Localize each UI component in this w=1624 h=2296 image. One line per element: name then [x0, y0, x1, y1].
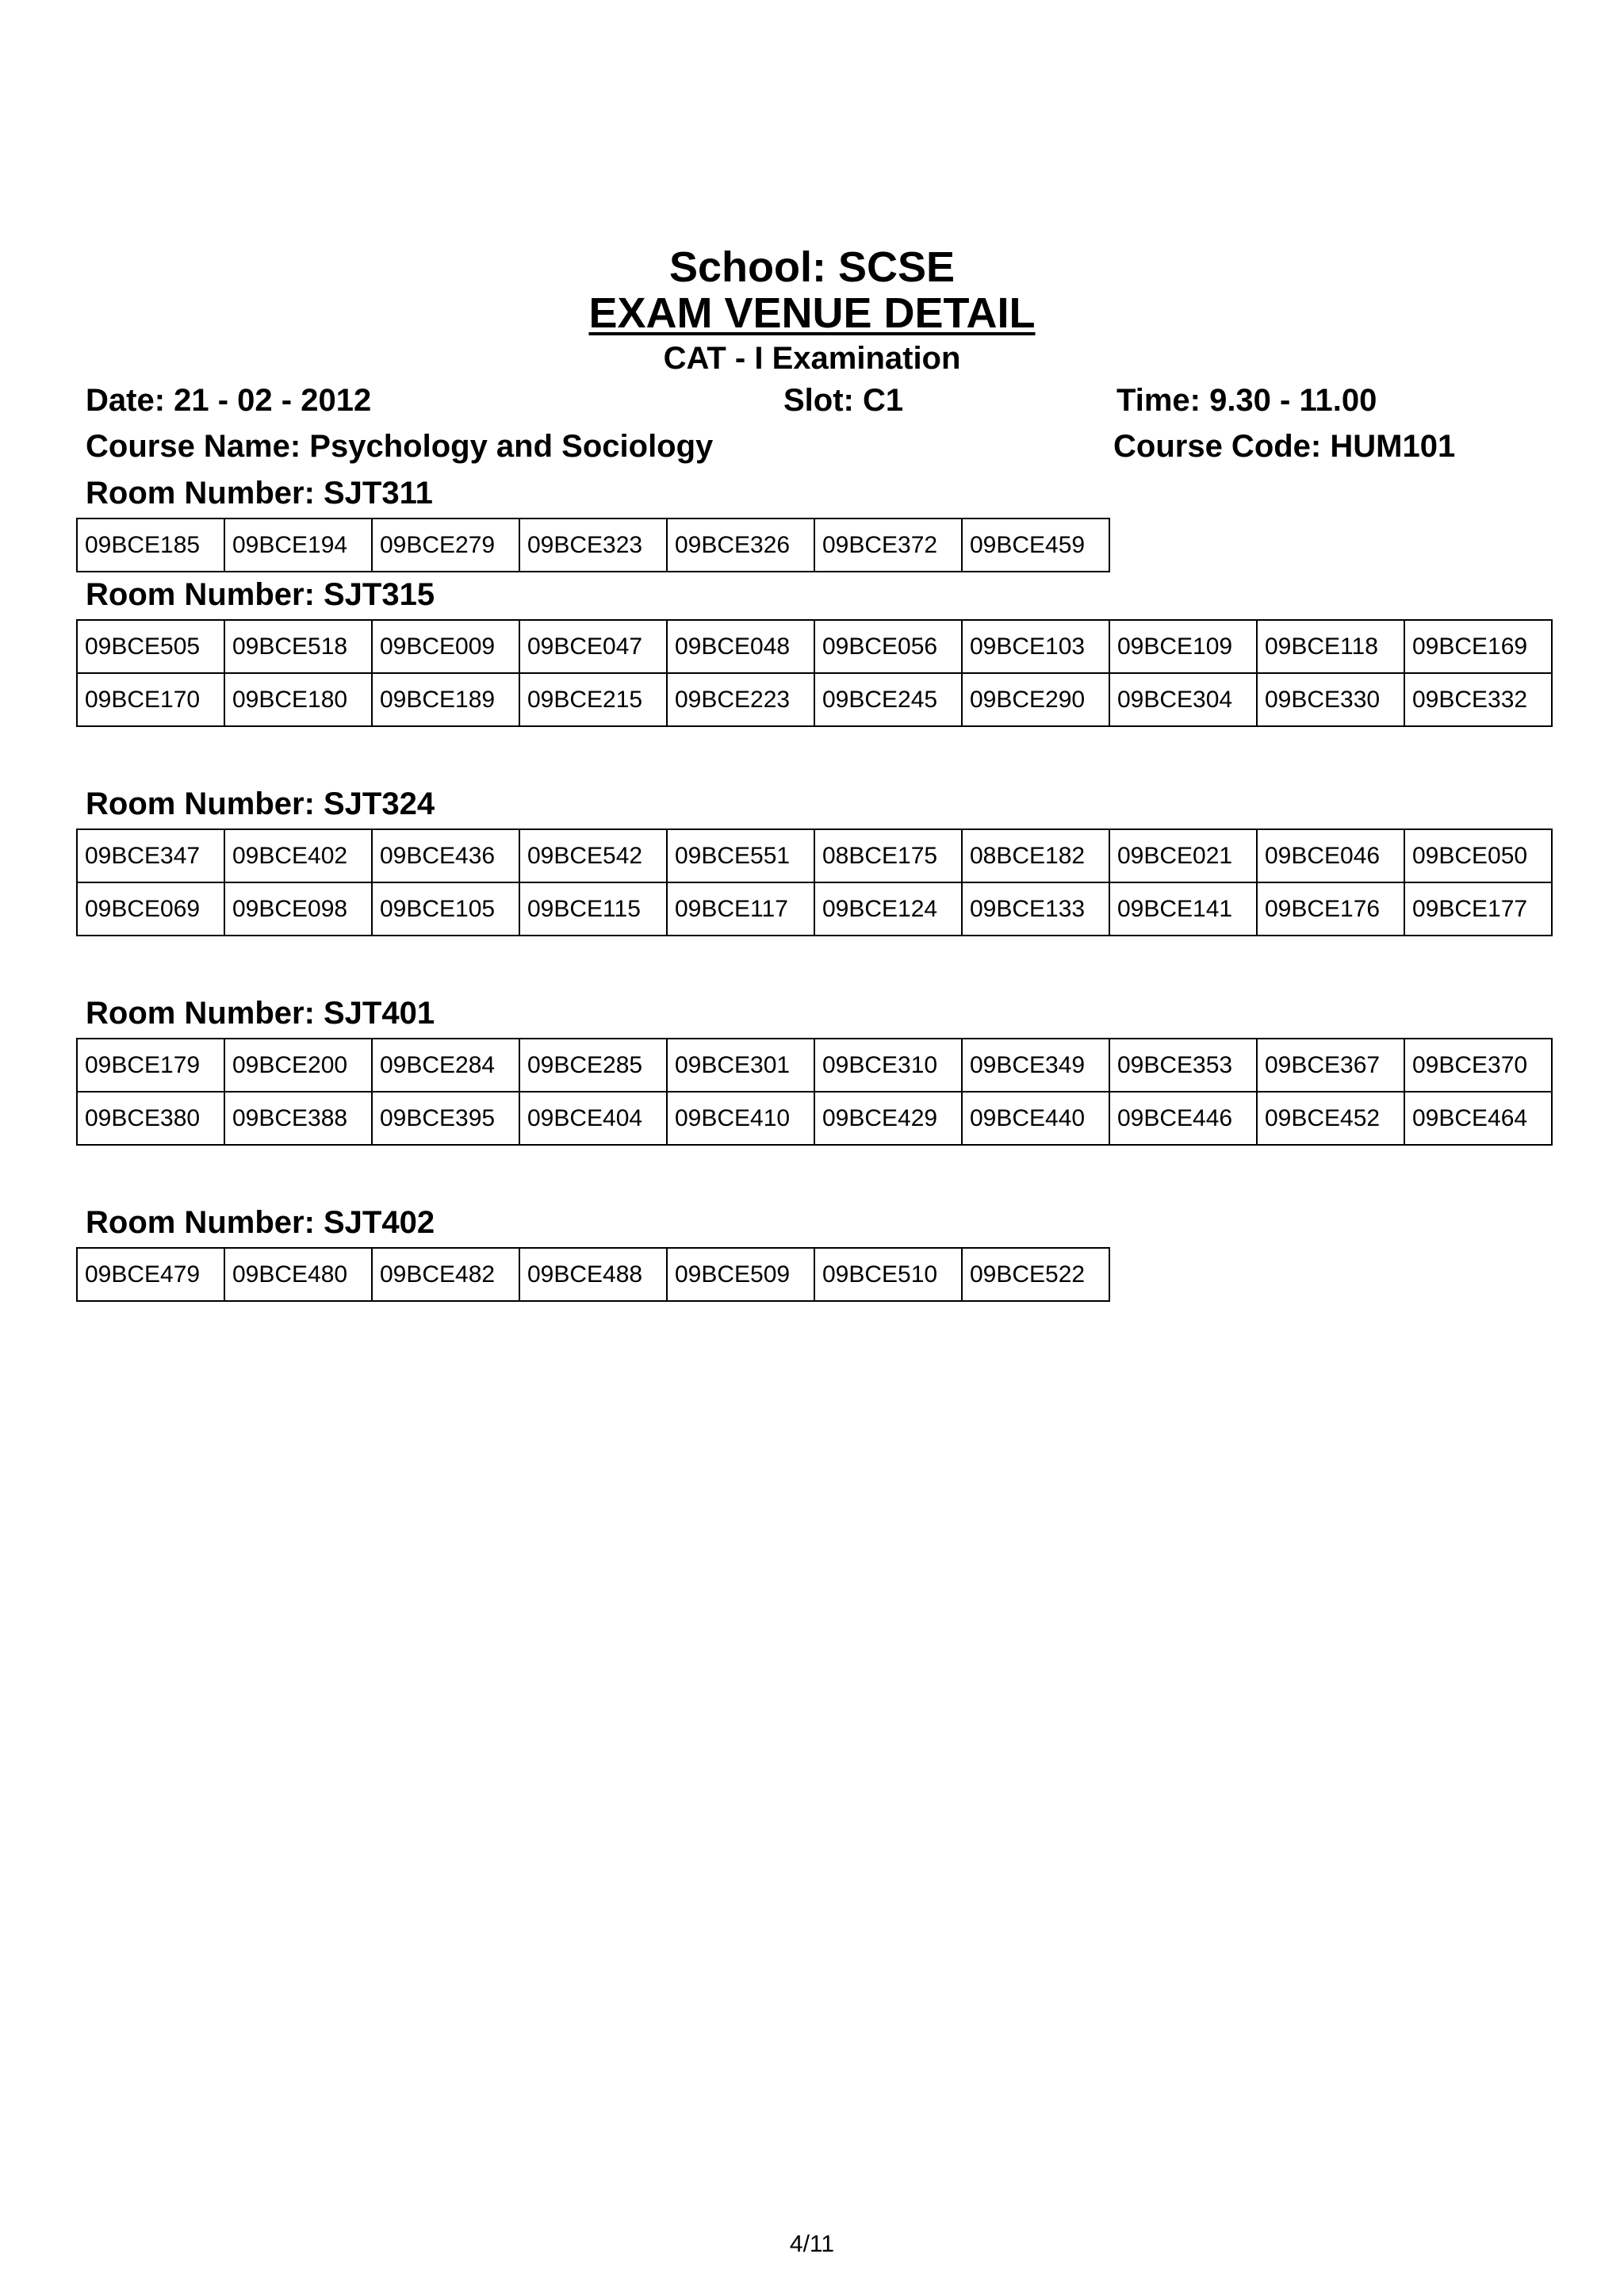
roll-number-cell: 09BCE402	[224, 829, 372, 882]
roll-number-cell: 09BCE200	[224, 1039, 372, 1092]
roll-number-cell: 09BCE370	[1404, 1039, 1552, 1092]
roll-number-cell: 09BCE170	[77, 673, 224, 726]
roll-number-cell: 09BCE109	[1109, 620, 1257, 673]
roll-number-cell: 09BCE279	[372, 519, 519, 572]
roll-number-cell: 09BCE179	[77, 1039, 224, 1092]
table-row	[77, 1092, 1552, 1145]
roll-number-cell: 09BCE056	[814, 620, 962, 673]
roll-number-cell: 09BCE452	[1257, 1092, 1404, 1145]
roll-number-table	[76, 828, 1553, 936]
roll-number-cell: 09BCE542	[519, 829, 667, 882]
roll-number-cell: 09BCE021	[1109, 829, 1257, 882]
course-name: Course Name: Psychology and Sociology	[86, 429, 714, 464]
table-row	[77, 673, 1552, 726]
roll-number-cell: 09BCE285	[519, 1039, 667, 1092]
roll-number-cell: 09BCE479	[77, 1248, 224, 1301]
roll-number-cell: 09BCE115	[519, 882, 667, 936]
roll-number-cell: 09BCE332	[1404, 673, 1552, 726]
table-row	[77, 519, 1109, 572]
roll-number-cell: 08BCE182	[962, 829, 1109, 882]
table-row	[77, 882, 1552, 936]
roll-number-cell: 09BCE436	[372, 829, 519, 882]
exam-name: CAT - I Examination	[663, 341, 961, 376]
roll-number-cell: 09BCE459	[962, 519, 1109, 572]
room-number-label: Room Number: SJT315	[86, 577, 435, 612]
roll-number-cell: 09BCE446	[1109, 1092, 1257, 1145]
page-number: 4/11	[789, 2231, 835, 2257]
roll-number-cell: 09BCE133	[962, 882, 1109, 936]
table-row	[77, 1039, 1552, 1092]
roll-number-cell: 09BCE103	[962, 620, 1109, 673]
exam-time: Time: 9.30 - 11.00	[1116, 383, 1377, 418]
roll-number-cell: 09BCE124	[814, 882, 962, 936]
exam-slot: Slot: C1	[783, 383, 904, 418]
roll-number-cell: 09BCE410	[667, 1092, 814, 1145]
table-row	[77, 829, 1552, 882]
room-number-label: Room Number: SJT402	[86, 1205, 435, 1240]
roll-number-cell: 09BCE522	[962, 1248, 1109, 1301]
school-heading: School: SCSE	[668, 243, 956, 291]
roll-number-cell: 09BCE551	[667, 829, 814, 882]
roll-number-cell: 09BCE518	[224, 620, 372, 673]
roll-number-cell: 09BCE047	[519, 620, 667, 673]
roll-number-cell: 09BCE117	[667, 882, 814, 936]
roll-number-cell: 09BCE189	[372, 673, 519, 726]
course-code: Course Code: HUM101	[1113, 429, 1456, 464]
roll-number-cell: 09BCE009	[372, 620, 519, 673]
roll-number-cell: 09BCE464	[1404, 1092, 1552, 1145]
roll-number-cell: 09BCE046	[1257, 829, 1404, 882]
roll-number-cell: 09BCE326	[667, 519, 814, 572]
roll-number-cell: 08BCE175	[814, 829, 962, 882]
roll-number-cell: 09BCE304	[1109, 673, 1257, 726]
room-number-label: Room Number: SJT324	[86, 786, 435, 821]
roll-number-cell: 09BCE480	[224, 1248, 372, 1301]
roll-number-cell: 09BCE141	[1109, 882, 1257, 936]
roll-number-table	[76, 518, 1110, 572]
roll-number-cell: 09BCE290	[962, 673, 1109, 726]
roll-number-cell: 09BCE395	[372, 1092, 519, 1145]
roll-number-cell: 09BCE245	[814, 673, 962, 726]
roll-number-cell: 09BCE301	[667, 1039, 814, 1092]
roll-number-cell: 09BCE048	[667, 620, 814, 673]
roll-number-cell: 09BCE429	[814, 1092, 962, 1145]
roll-number-cell: 09BCE353	[1109, 1039, 1257, 1092]
roll-number-cell: 09BCE347	[77, 829, 224, 882]
roll-number-cell: 09BCE482	[372, 1248, 519, 1301]
table-row	[77, 620, 1552, 673]
roll-number-cell: 09BCE349	[962, 1039, 1109, 1092]
roll-number-cell: 09BCE118	[1257, 620, 1404, 673]
roll-number-table	[76, 1038, 1553, 1146]
roll-number-cell: 09BCE194	[224, 519, 372, 572]
roll-number-cell: 09BCE105	[372, 882, 519, 936]
exam-date: Date: 21 - 02 - 2012	[86, 383, 372, 418]
roll-number-cell: 09BCE310	[814, 1039, 962, 1092]
roll-number-table	[76, 1247, 1110, 1302]
roll-number-cell: 09BCE284	[372, 1039, 519, 1092]
roll-number-cell: 09BCE367	[1257, 1039, 1404, 1092]
roll-number-cell: 09BCE177	[1404, 882, 1552, 936]
roll-number-cell: 09BCE069	[77, 882, 224, 936]
table-row	[77, 1248, 1109, 1301]
roll-number-cell: 09BCE505	[77, 620, 224, 673]
roll-number-cell: 09BCE440	[962, 1092, 1109, 1145]
roll-number-cell: 09BCE323	[519, 519, 667, 572]
roll-number-cell: 09BCE050	[1404, 829, 1552, 882]
room-number-label: Room Number: SJT311	[86, 476, 433, 511]
roll-number-cell: 09BCE185	[77, 519, 224, 572]
roll-number-cell: 09BCE330	[1257, 673, 1404, 726]
room-number-label: Room Number: SJT401	[86, 996, 435, 1031]
page-title: EXAM VENUE DETAIL	[588, 289, 1036, 337]
roll-number-cell: 09BCE223	[667, 673, 814, 726]
roll-number-cell: 09BCE404	[519, 1092, 667, 1145]
roll-number-cell: 09BCE176	[1257, 882, 1404, 936]
roll-number-cell: 09BCE215	[519, 673, 667, 726]
roll-number-cell: 09BCE388	[224, 1092, 372, 1145]
roll-number-cell: 09BCE509	[667, 1248, 814, 1301]
roll-number-cell: 09BCE488	[519, 1248, 667, 1301]
roll-number-cell: 09BCE180	[224, 673, 372, 726]
roll-number-cell: 09BCE169	[1404, 620, 1552, 673]
roll-number-table	[76, 619, 1553, 727]
roll-number-cell: 09BCE380	[77, 1092, 224, 1145]
roll-number-cell: 09BCE372	[814, 519, 962, 572]
roll-number-cell: 09BCE098	[224, 882, 372, 936]
roll-number-cell: 09BCE510	[814, 1248, 962, 1301]
